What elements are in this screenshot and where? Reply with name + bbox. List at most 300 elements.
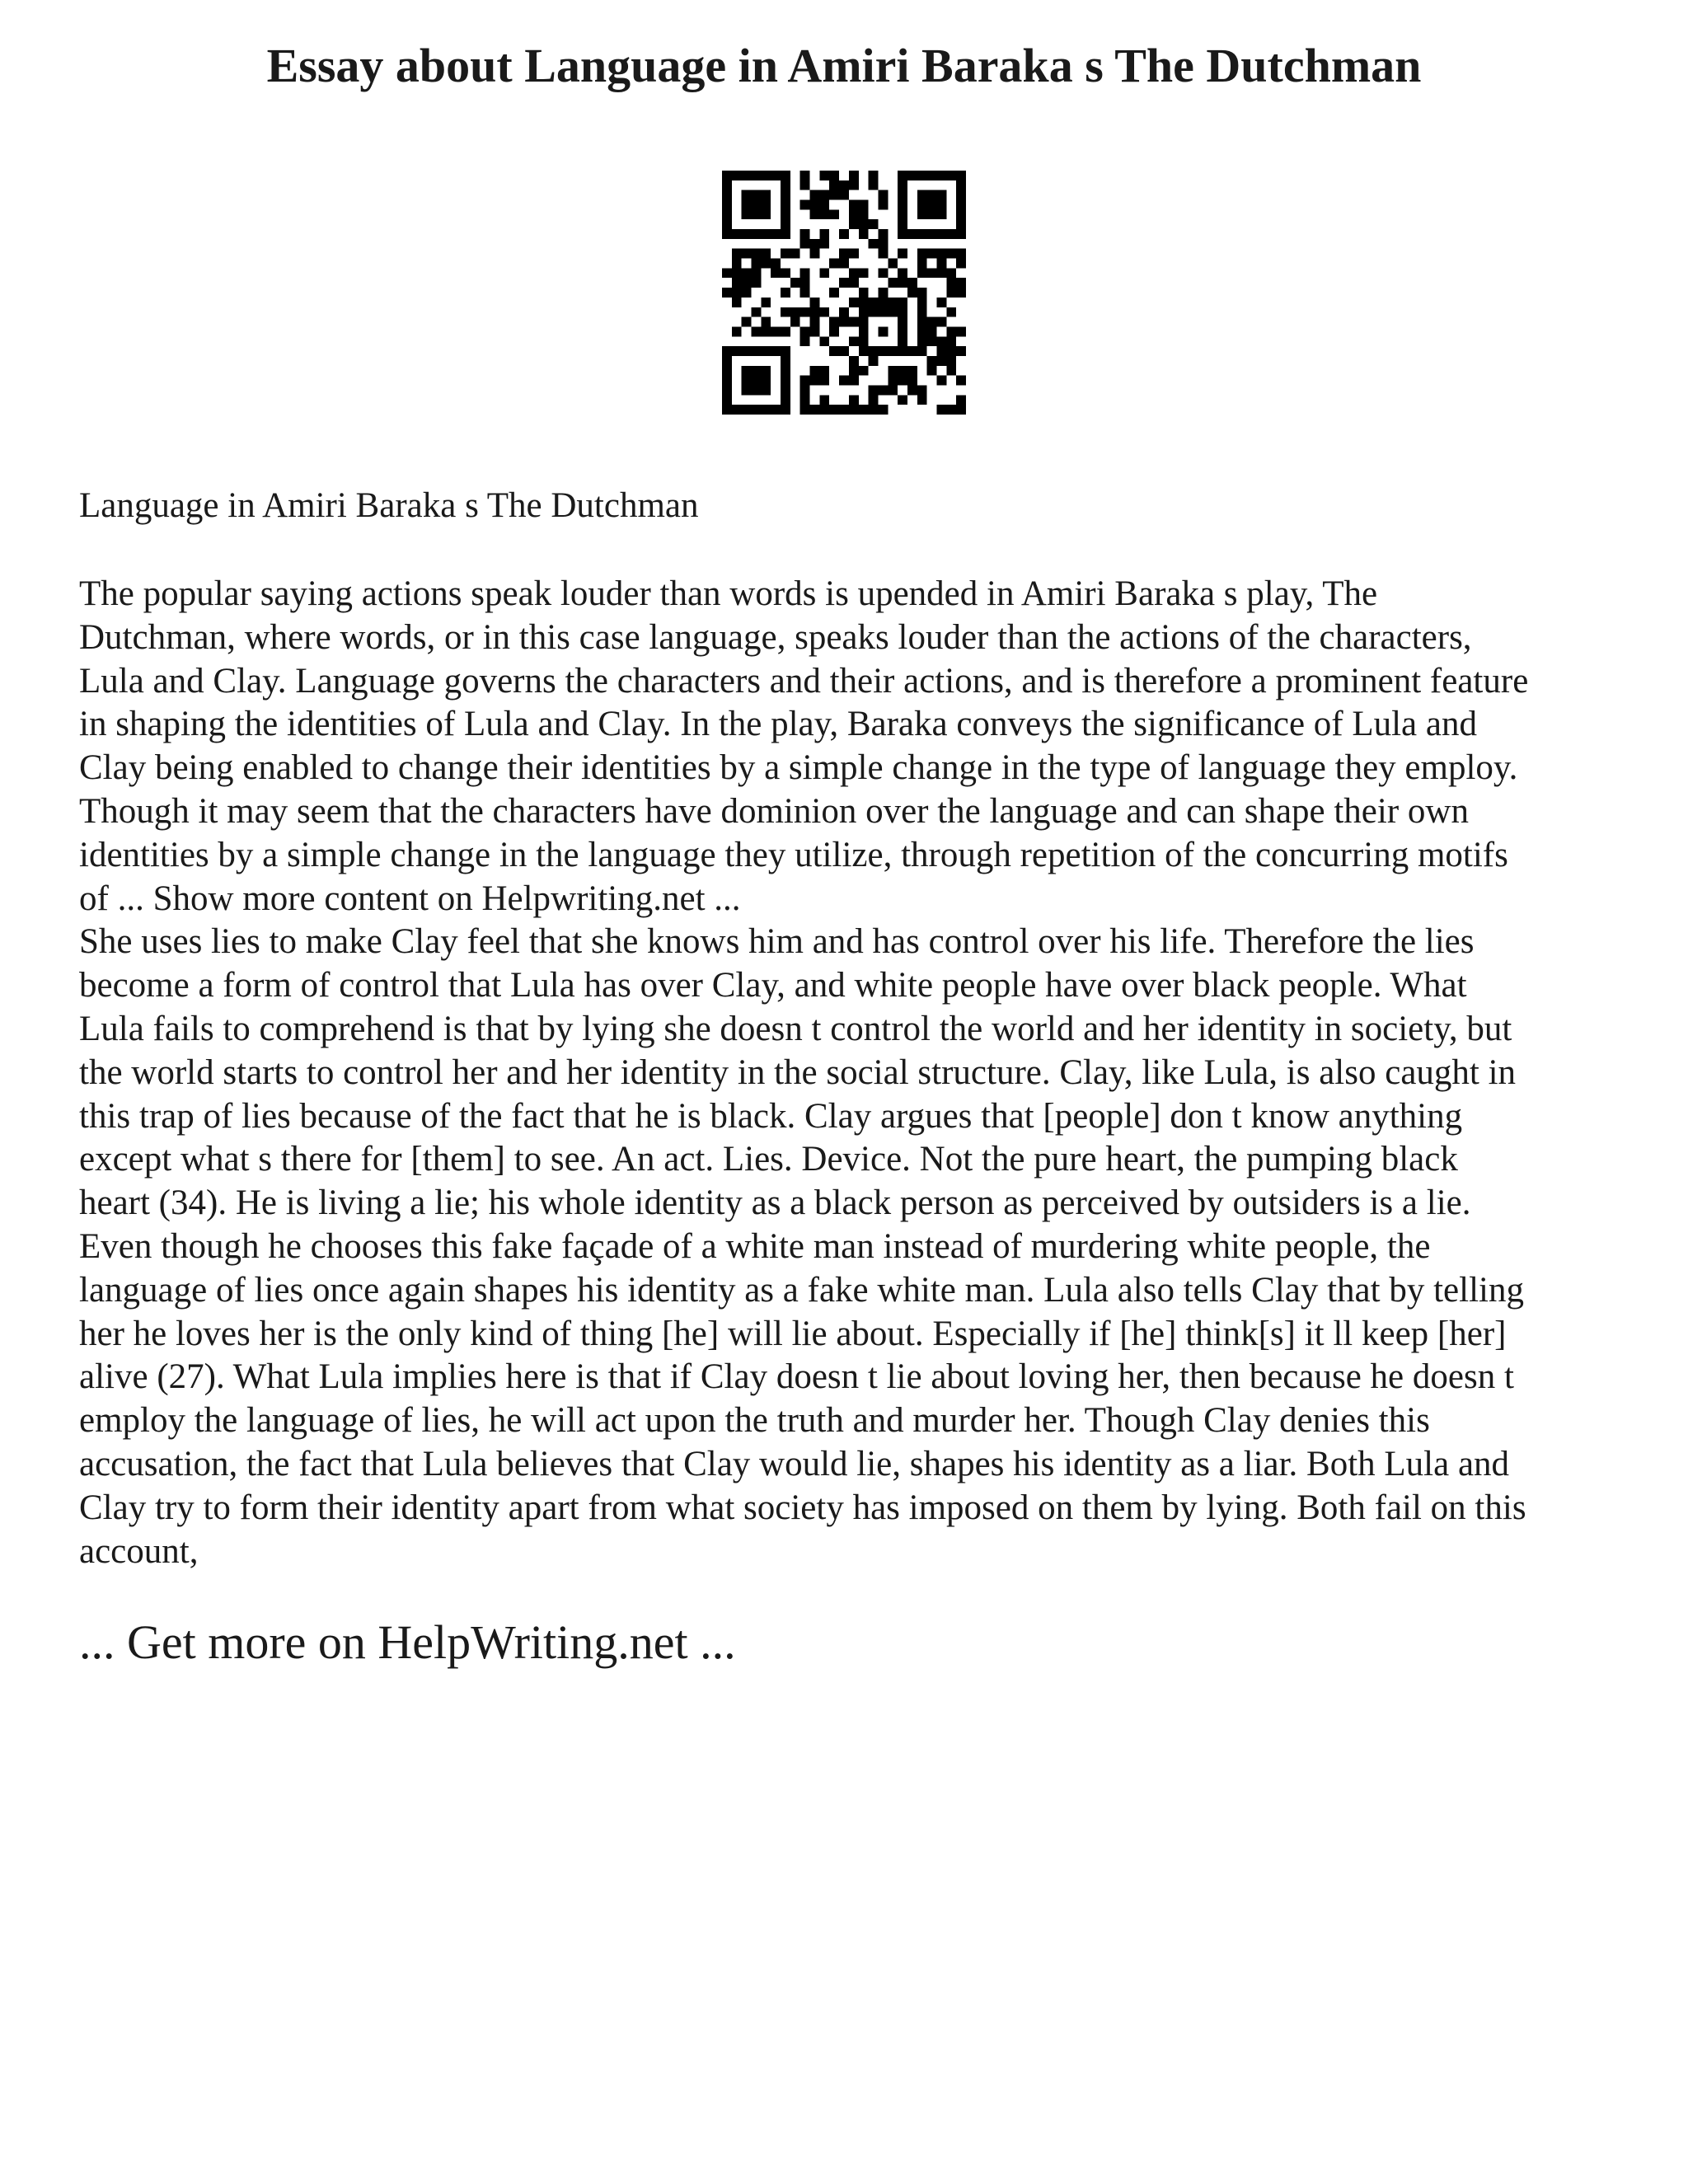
- qr-module: [839, 229, 849, 239]
- essay-line: identities by a simple change in the language they utilize, through repetition of the concurring motifs: [79, 835, 1508, 874]
- qr-module: [722, 268, 732, 278]
- qr-module: [722, 376, 732, 386]
- qr-module: [956, 219, 966, 229]
- qr-module: [722, 219, 732, 229]
- qr-module: [936, 356, 946, 366]
- qr-module: [917, 190, 927, 200]
- qr-module: [956, 288, 966, 298]
- qr-module: [829, 326, 839, 336]
- essay-line: The popular saying actions speak louder than words is upended in Amiri Baraka s play, The: [79, 574, 1378, 613]
- qr-module: [917, 268, 927, 278]
- qr-module: [810, 200, 820, 210]
- qr-module: [819, 209, 829, 219]
- qr-module: [732, 288, 742, 298]
- qr-module: [800, 376, 810, 386]
- qr-module: [859, 405, 869, 415]
- qr-module: [829, 405, 839, 415]
- qr-module: [849, 249, 859, 259]
- qr-module: [956, 278, 966, 288]
- qr-module: [917, 385, 927, 395]
- essay-line: heart (34). He is living a lie; his whole identity as a black person as perceived by outsiders is a lie.: [79, 1183, 1471, 1223]
- qr-module: [956, 229, 966, 239]
- qr-module: [742, 405, 752, 415]
- qr-module: [771, 259, 781, 269]
- qr-module: [810, 239, 820, 249]
- qr-module: [810, 190, 820, 200]
- qr-module: [869, 405, 879, 415]
- qr-module: [761, 326, 771, 336]
- qr-module: [781, 376, 790, 386]
- qr-module: [878, 229, 888, 239]
- essay-body: [79, 573, 1645, 1573]
- qr-module: [878, 298, 888, 307]
- essay-line: Though it may seem that the characters have dominion over the language and can shape their own: [79, 791, 1469, 831]
- qr-module: [722, 229, 732, 239]
- qr-module: [859, 307, 869, 317]
- qr-module: [927, 326, 937, 336]
- qr-module: [917, 288, 927, 298]
- qr-module: [859, 288, 869, 298]
- qr-module: [946, 405, 956, 415]
- qr-module: [839, 307, 849, 317]
- qr-module: [819, 307, 829, 317]
- qr-module: [917, 200, 927, 210]
- qr-module: [917, 229, 927, 239]
- qr-module: [722, 171, 732, 180]
- qr-module: [878, 326, 888, 336]
- qr-module: [888, 385, 898, 395]
- qr-module: [722, 190, 732, 200]
- qr-module: [752, 229, 762, 239]
- qr-module: [936, 171, 946, 180]
- qr-module: [917, 346, 927, 356]
- qr-module: [927, 171, 937, 180]
- qr-module: [839, 376, 849, 386]
- qr-module: [722, 346, 732, 356]
- qr-module: [800, 180, 810, 190]
- essay-line: the world starts to control her and her identity in the social structure. Clay, like Lula, is also caught in: [79, 1052, 1517, 1092]
- qr-module: [936, 405, 946, 415]
- qr-module: [956, 376, 966, 386]
- qr-module: [781, 356, 790, 366]
- qr-module: [752, 346, 762, 356]
- qr-module: [752, 200, 762, 210]
- qr-module: [878, 249, 888, 259]
- qr-module: [761, 209, 771, 219]
- qr-module: [898, 376, 907, 386]
- qr-module: [752, 249, 762, 259]
- qr-module: [819, 171, 829, 180]
- qr-module: [829, 209, 839, 219]
- qr-module: [732, 249, 742, 259]
- qr-module: [800, 171, 810, 180]
- qr-module: [878, 346, 888, 356]
- qr-module: [819, 395, 829, 405]
- qr-module: [732, 346, 742, 356]
- qr-module: [927, 209, 937, 219]
- qr-module: [956, 200, 966, 210]
- qr-module: [907, 278, 917, 288]
- qr-module: [752, 366, 762, 376]
- qr-module: [781, 180, 790, 190]
- qr-module: [927, 366, 937, 376]
- qr-module: [722, 356, 732, 366]
- qr-module: [742, 346, 752, 356]
- qr-module: [800, 239, 810, 249]
- essay-line: except what s there for [them] to see. An act. Lies. Device. Not the pure heart, the pumping black: [79, 1140, 1458, 1179]
- qr-module: [771, 229, 781, 239]
- qr-module: [742, 366, 752, 376]
- qr-module: [781, 229, 790, 239]
- qr-module: [898, 219, 907, 229]
- qr-module: [781, 395, 790, 405]
- qr-module: [819, 336, 829, 346]
- qr-module: [732, 229, 742, 239]
- qr-module: [936, 376, 946, 386]
- qr-module: [849, 219, 859, 229]
- qr-module: [800, 200, 810, 210]
- qr-module: [781, 200, 790, 210]
- qr-module: [829, 180, 839, 190]
- qr-module: [761, 249, 771, 259]
- qr-module: [761, 259, 771, 269]
- qr-module: [790, 317, 800, 327]
- qr-module: [936, 259, 946, 269]
- qr-module: [859, 317, 869, 327]
- essay-line: Dutchman, where words, or in this case language, speaks louder than the actions of the characters,: [79, 617, 1472, 657]
- qr-module: [878, 385, 888, 395]
- qr-module: [888, 346, 898, 356]
- qr-module: [790, 307, 800, 317]
- qr-module: [761, 366, 771, 376]
- qr-module: [800, 229, 810, 239]
- qr-module: [898, 346, 907, 356]
- qr-module: [936, 346, 946, 356]
- qr-module: [859, 219, 869, 229]
- essay-line: account,: [79, 1531, 199, 1571]
- qr-code-icon: [722, 171, 966, 415]
- essay-line: her he loves her is the only kind of thing [he] will lie about. Especially if [he] think[s] it ll keep [her]: [79, 1314, 1507, 1353]
- qr-module: [752, 209, 762, 219]
- qr-module: [810, 307, 820, 317]
- qr-module: [859, 366, 869, 376]
- qr-module: [781, 171, 790, 180]
- qr-module: [869, 171, 879, 180]
- qr-module: [732, 171, 742, 180]
- qr-module: [819, 376, 829, 386]
- qr-module: [722, 395, 732, 405]
- qr-module: [849, 278, 859, 288]
- qr-module: [781, 288, 790, 298]
- qr-module: [810, 326, 820, 336]
- qr-module: [742, 385, 752, 395]
- qr-module: [956, 405, 966, 415]
- qr-module: [927, 268, 937, 278]
- qr-module: [907, 346, 917, 356]
- qr-module: [742, 190, 752, 200]
- qr-module: [917, 209, 927, 219]
- essay-line: this trap of lies because of the fact that he is black. Clay argues that [people] don t know anything: [79, 1096, 1463, 1136]
- qr-module: [849, 356, 859, 366]
- qr-module: [898, 326, 907, 336]
- qr-module: [927, 190, 937, 200]
- qr-module: [956, 190, 966, 200]
- qr-module: [849, 298, 859, 307]
- qr-module: [810, 249, 820, 259]
- qr-module: [898, 278, 907, 288]
- qr-module: [722, 405, 732, 415]
- qr-module: [732, 326, 742, 336]
- qr-module: [859, 268, 869, 278]
- qr-module: [878, 190, 888, 200]
- qr-module: [936, 200, 946, 210]
- qr-module: [946, 336, 956, 346]
- qr-module: [956, 395, 966, 405]
- qr-module: [917, 326, 927, 336]
- qr-module: [888, 307, 898, 317]
- qr-module: [810, 298, 820, 307]
- qr-module: [839, 190, 849, 200]
- qr-module: [819, 190, 829, 200]
- qr-module: [898, 200, 907, 210]
- qr-module: [819, 366, 829, 376]
- qr-module: [819, 239, 829, 249]
- qr-module: [761, 298, 771, 307]
- qr-module: [810, 209, 820, 219]
- qr-module: [810, 366, 820, 376]
- qr-module: [722, 180, 732, 190]
- qr-module: [869, 307, 879, 317]
- qr-module: [761, 385, 771, 395]
- qr-module: [771, 405, 781, 415]
- qr-module: [878, 307, 888, 317]
- qr-module: [946, 171, 956, 180]
- qr-module: [946, 288, 956, 298]
- essay-subtitle: Language in Amiri Baraka s The Dutchman: [79, 486, 699, 525]
- qr-module: [898, 180, 907, 190]
- qr-module: [742, 249, 752, 259]
- qr-module: [888, 259, 898, 269]
- essay-line: language of lies once again shapes his identity as a fake white man. Lula also tells Clay that by telling: [79, 1270, 1524, 1310]
- qr-module: [936, 190, 946, 200]
- qr-module: [956, 180, 966, 190]
- qr-module: [878, 405, 888, 415]
- qr-module: [917, 336, 927, 346]
- qr-module: [859, 298, 869, 307]
- qr-module: [907, 288, 917, 298]
- qr-module: [849, 180, 859, 190]
- qr-module: [800, 336, 810, 346]
- qr-module: [898, 395, 907, 405]
- essay-line: Even though he chooses this fake façade of a white man instead of murdering white people, the: [79, 1226, 1431, 1266]
- qr-module: [898, 307, 907, 317]
- qr-module: [849, 376, 859, 386]
- qr-module: [849, 268, 859, 278]
- qr-module: [742, 376, 752, 386]
- essay-line: Lula fails to comprehend is that by lying she doesn t control the world and her identity in society, but: [79, 1009, 1512, 1048]
- qr-module: [936, 249, 946, 259]
- qr-module: [907, 171, 917, 180]
- qr-module: [722, 209, 732, 219]
- essay-line: Clay try to form their identity apart from what society has imposed on them by lying. Both fail on this: [79, 1488, 1526, 1527]
- qr-module: [742, 209, 752, 219]
- qr-module: [732, 259, 742, 269]
- qr-module: [869, 356, 879, 366]
- qr-module: [742, 288, 752, 298]
- qr-module: [917, 298, 927, 307]
- qr-module: [752, 190, 762, 200]
- qr-module: [849, 317, 859, 327]
- qr-module: [752, 405, 762, 415]
- qr-module: [761, 190, 771, 200]
- get-more-link[interactable]: ... Get more on HelpWriting.net ...: [79, 1615, 736, 1669]
- qr-module: [790, 249, 800, 259]
- qr-module: [761, 171, 771, 180]
- qr-module: [936, 336, 946, 346]
- qr-module: [898, 268, 907, 278]
- qr-module: [936, 268, 946, 278]
- essay-line: accusation, the fact that Lula believes that Clay would lie, shapes his identity as a liar. Both Lula and: [79, 1444, 1510, 1483]
- document-title: Essay about Language in Amiri Baraka s The Dutchman: [266, 39, 1422, 92]
- qr-module: [898, 171, 907, 180]
- qr-module: [888, 298, 898, 307]
- qr-module: [781, 268, 790, 278]
- qr-module: [829, 317, 839, 327]
- qr-module: [839, 278, 849, 288]
- qr-module: [800, 326, 810, 336]
- qr-module: [907, 366, 917, 376]
- qr-module: [917, 259, 927, 269]
- qr-module: [810, 317, 820, 327]
- qr-module: [781, 249, 790, 259]
- essay-line: Clay being enabled to change their identities by a simple change in the type of language they employ.: [79, 748, 1518, 788]
- qr-module: [869, 346, 879, 356]
- qr-module: [819, 229, 829, 239]
- qr-module: [907, 229, 917, 239]
- qr-module: [917, 171, 927, 180]
- qr-module: [742, 268, 752, 278]
- qr-module: [917, 317, 927, 327]
- qr-module: [878, 200, 888, 210]
- qr-module: [946, 268, 956, 278]
- qr-module: [781, 346, 790, 356]
- qr-module: [829, 288, 839, 298]
- qr-module: [781, 209, 790, 219]
- qr-module: [761, 405, 771, 415]
- qr-module: [790, 278, 800, 288]
- qr-module: [839, 405, 849, 415]
- qr-module: [839, 346, 849, 356]
- qr-module: [742, 200, 752, 210]
- qr-module: [839, 249, 849, 259]
- qr-module: [878, 239, 888, 249]
- qr-module: [732, 278, 742, 288]
- qr-module: [869, 385, 879, 395]
- qr-module: [752, 259, 762, 269]
- qr-module: [869, 239, 879, 249]
- qr-module: [956, 249, 966, 259]
- qr-module: [859, 209, 869, 219]
- qr-module: [927, 200, 937, 210]
- qr-module: [810, 376, 820, 386]
- qr-module: [878, 268, 888, 278]
- qr-module: [956, 171, 966, 180]
- qr-module: [722, 385, 732, 395]
- qr-module: [869, 219, 879, 229]
- qr-module: [859, 200, 869, 210]
- qr-module: [761, 346, 771, 356]
- qr-module: [732, 268, 742, 278]
- qr-module: [752, 385, 762, 395]
- qr-module: [927, 336, 937, 346]
- qr-module: [829, 346, 839, 356]
- qr-module: [898, 336, 907, 346]
- qr-module: [859, 346, 869, 356]
- essay-line: become a form of control that Lula has over Clay, and white people have over black people. What: [79, 966, 1467, 1005]
- qr-module: [946, 356, 956, 366]
- qr-module: [732, 405, 742, 415]
- qr-module: [752, 268, 762, 278]
- qr-module: [800, 395, 810, 405]
- qr-module: [946, 229, 956, 239]
- qr-module: [878, 288, 888, 298]
- qr-module: [800, 268, 810, 278]
- qr-module: [927, 249, 937, 259]
- qr-module: [752, 307, 762, 317]
- qr-module: [752, 326, 762, 336]
- qr-module: [810, 405, 820, 415]
- qr-module: [761, 317, 771, 327]
- qr-module: [771, 326, 781, 336]
- qr-module: [859, 326, 869, 336]
- qr-module: [771, 171, 781, 180]
- qr-module: [956, 209, 966, 219]
- qr-module: [800, 405, 810, 415]
- qr-module: [761, 376, 771, 386]
- qr-module: [781, 326, 790, 336]
- qr-module: [849, 405, 859, 415]
- qr-module: [722, 200, 732, 210]
- qr-module: [849, 366, 859, 376]
- qr-module: [956, 259, 966, 269]
- qr-module: [781, 219, 790, 229]
- qr-module: [849, 171, 859, 180]
- qr-module: [781, 366, 790, 376]
- qr-module: [742, 229, 752, 239]
- qr-module: [898, 317, 907, 327]
- essay-line: alive (27). What Lula implies here is that if Clay doesn t lie about loving her, then because he doesn t: [79, 1357, 1514, 1397]
- qr-module: [781, 307, 790, 317]
- qr-module: [800, 278, 810, 288]
- qr-module: [781, 405, 790, 415]
- qr-module: [722, 366, 732, 376]
- qr-module: [800, 307, 810, 317]
- qr-module: [907, 376, 917, 386]
- qr-module: [829, 171, 839, 180]
- qr-module: [888, 366, 898, 376]
- qr-module: [898, 298, 907, 307]
- qr-module: [781, 190, 790, 200]
- qr-module: [781, 385, 790, 395]
- qr-module: [752, 376, 762, 386]
- qr-module: [927, 356, 937, 366]
- qr-module: [819, 200, 829, 210]
- qr-module: [839, 180, 849, 190]
- essay-line: in shaping the identities of Lula and Clay. In the play, Baraka conveys the significance of Lula and: [79, 705, 1477, 744]
- qr-module: [917, 307, 927, 317]
- qr-module: [839, 259, 849, 269]
- show-more-link[interactable]: of ... Show more content on Helpwriting.net ...: [79, 879, 741, 918]
